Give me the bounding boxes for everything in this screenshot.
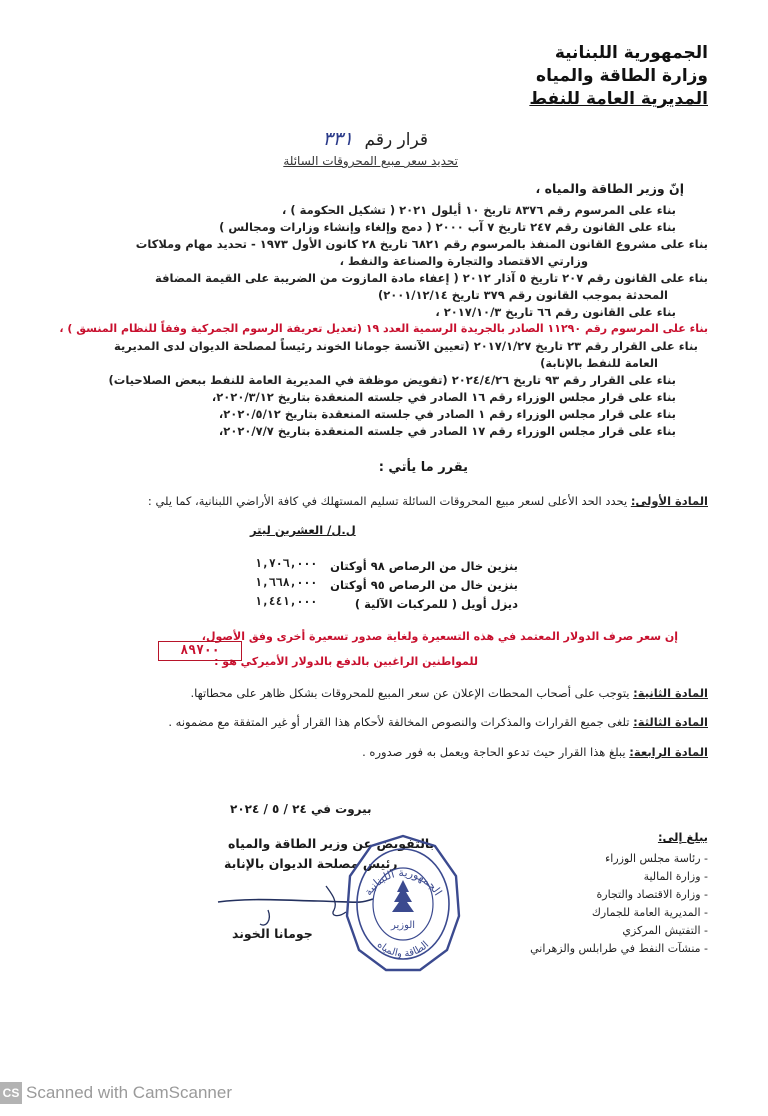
article-1-label: المادة الأولى: — [630, 494, 708, 508]
signature-line-2: رئيس مصلحة الديوان بالإنابة — [224, 856, 398, 871]
article-3-label: المادة الثالثة: — [633, 715, 708, 729]
preamble-line: بناء على القرار رقم ٩٣ تاريخ ٢٠٢٤/٤/٢٦ (تفويض موظفة في المديرية العامة للنفط ببعض الصلاحيات) — [108, 373, 676, 387]
cc-item: - وزارة المالية — [643, 870, 708, 883]
preamble-line: بناء على القرار رقم ٢٣ تاريخ ٢٠١٧/١/٢٧ (تعيين الآنسة جومانا الخوند رئيساً لمصلحة الديوان لدى المديرية — [114, 339, 698, 353]
preamble-line: بناء على المرسوم رقم ٨٣٧٦ تاريخ ١٠ أيلول ٢٠٢١ ( تشكيل الحكومة ) ، — [282, 203, 676, 217]
preamble-intro: إنّ وزير الطاقة والمياه ، — [535, 181, 684, 196]
article-2-text: يتوجب على أصحاب المحطات الإعلان عن سعر المبيع للمحروقات بشكل ظاهر على محطاتها. — [190, 686, 630, 700]
stamp-center-text: الوزير — [390, 920, 416, 931]
decision-number: ٣٣١ — [322, 128, 354, 150]
fuel-product: بنزين خال من الرصاص ٩٥ أوكتان — [330, 578, 518, 592]
scanner-footer — [0, 1082, 232, 1104]
preamble-line-highlight: بناء على المرسوم رقم ١١٢٩٠ الصادر بالجريدة الرسمية العدد ١٩ (تعديل تعريفة الرسوم الجمركية وفقاً للنظام المنسق ) ، — [59, 322, 708, 335]
exchange-rate-box: ٨٩٧٠٠ — [158, 641, 242, 661]
decision-title-label: قرار رقم — [364, 130, 428, 150]
article-2 — [191, 686, 709, 700]
preamble-line: بناء على قرار مجلس الوزراء رقم ١ الصادر في جلسته المنعقدة بتاريخ ٢٠٢٠/٥/١٢، — [218, 407, 676, 421]
preamble-line: المحدثة بموجب القانون رقم ٣٧٩ تاريخ ٢٠٠١/١٢/١٤) — [377, 288, 668, 302]
preamble-line: بناء على القانون رقم ٢٠٧ تاريخ ٥ آذار ٢٠١٢ ( إعفاء مادة المازوت من الضريبة على القيمة المضافة — [155, 271, 708, 285]
article-4-text: يبلغ هذا القرار حيث تدعو الحاجة ويعمل به فور صدوره . — [362, 745, 626, 759]
preamble-line: بناء على قرار مجلس الوزراء رقم ١٦ الصادر في جلسته المنعقدة بتاريخ ٢٠٢٠/٣/١٢، — [211, 390, 676, 404]
header-directorate: المديرية العامة للنفط — [529, 89, 708, 109]
stamp-bottom-text: الطاقة والمياه — [374, 939, 432, 960]
cc-item: - منشآت النفط في طرابلس والزهراني — [530, 942, 708, 955]
fuel-price: ١,٦٦٨,٠٠٠ — [255, 575, 318, 589]
fuel-product: بنزين خال من الرصاص ٩٨ أوكتان — [330, 559, 518, 573]
cc-title: يبلغ إلى: — [657, 830, 708, 844]
exchange-line-1: إن سعر صرف الدولار المعتمد في هذه التسعيرة ولغاية صدور تسعيرة أخرى وفق الأصول، — [201, 630, 678, 643]
decision-subtitle: تحديد سعر مبيع المحروقات السائلة — [283, 154, 458, 168]
header-ministry: وزارة الطاقة والمياه — [536, 66, 708, 86]
cc-item: - التفتيش المركزي — [622, 924, 708, 937]
preamble-line: بناء على مشروع القانون المنفذ بالمرسوم رقم ٦٨٢١ تاريخ ٢٨ كانون الأول ١٩٧٣ - تحديد مهام وملاكات — [135, 237, 708, 251]
preamble-line: وزارتي الاقتصاد والتجارة والصناعة والنفط ، — [339, 254, 588, 268]
fuel-price: ١,٤٤١,٠٠٠ — [255, 594, 318, 608]
exchange-line-2: للمواطنين الراغبين بالدفع بالدولار الأميركي هو : — [214, 655, 478, 668]
price-unit-header: ل.ل/ العشرين ليتر — [250, 523, 356, 537]
fuel-product: ديزل أويل ( للمركبات الآلية ) — [354, 597, 518, 611]
preamble-line: بناء على القانون رقم ٦٦ تاريخ ٢٠١٧/١٠/٣ ، — [435, 305, 676, 319]
cc-item: - وزارة الاقتصاد والتجارة — [596, 888, 708, 901]
stamp-top-text: الجمهورية اللبنانية — [361, 866, 445, 898]
signature-line-1: بالتفويض عن وزير الطاقة والمياه — [228, 836, 435, 851]
header-republic: الجمهورية اللبنانية — [554, 43, 708, 63]
fuel-price: ١,٧٠٦,٠٠٠ — [255, 556, 318, 570]
official-stamp — [342, 832, 464, 974]
article-4 — [362, 745, 708, 759]
article-4-label: المادة الرابعة: — [629, 745, 708, 759]
preamble-line: بناء على قرار مجلس الوزراء رقم ١٧ الصادر في جلسته المنعقدة بتاريخ ٢٠٢٠/٧/٧، — [218, 424, 676, 438]
decides-heading: يقرر ما يأتي : — [378, 460, 468, 475]
article-1 — [148, 494, 708, 508]
camscanner-logo-icon: CS — [0, 1082, 22, 1104]
decision-title — [322, 128, 428, 150]
cc-item: - رئاسة مجلس الوزراء — [605, 852, 708, 865]
date-line: بيروت في ٢٤ / ٥ / ٢٠٢٤ — [230, 802, 372, 816]
scanner-footer-text: Scanned with CamScanner — [26, 1083, 233, 1102]
signature-name: جومانا الخوند — [232, 926, 313, 941]
cc-item: - المديرية العامة للجمارك — [591, 906, 708, 919]
article-3-text: تلغى جميع القرارات والمذكرات والنصوص المخالفة لأحكام هذا القرار أو غير المتفقة مع مضمونه . — [168, 715, 630, 729]
cedar-icon — [392, 880, 414, 912]
article-3 — [168, 715, 708, 729]
article-2-label: المادة الثانية: — [633, 686, 708, 700]
preamble-line: العامة للنفط بالإنابة) — [540, 356, 658, 370]
preamble-line: بناء على القانون رقم ٢٤٧ تاريخ ٧ آب ٢٠٠٠ ( دمج وإلغاء وإنشاء وزارات ومجالس ) — [219, 220, 676, 234]
article-1-text: يحدد الحد الأعلى لسعر مبيع المحروقات السائلة تسليم المستهلك في كافة الأراضي اللبنانية، كما يلي : — [147, 494, 628, 508]
